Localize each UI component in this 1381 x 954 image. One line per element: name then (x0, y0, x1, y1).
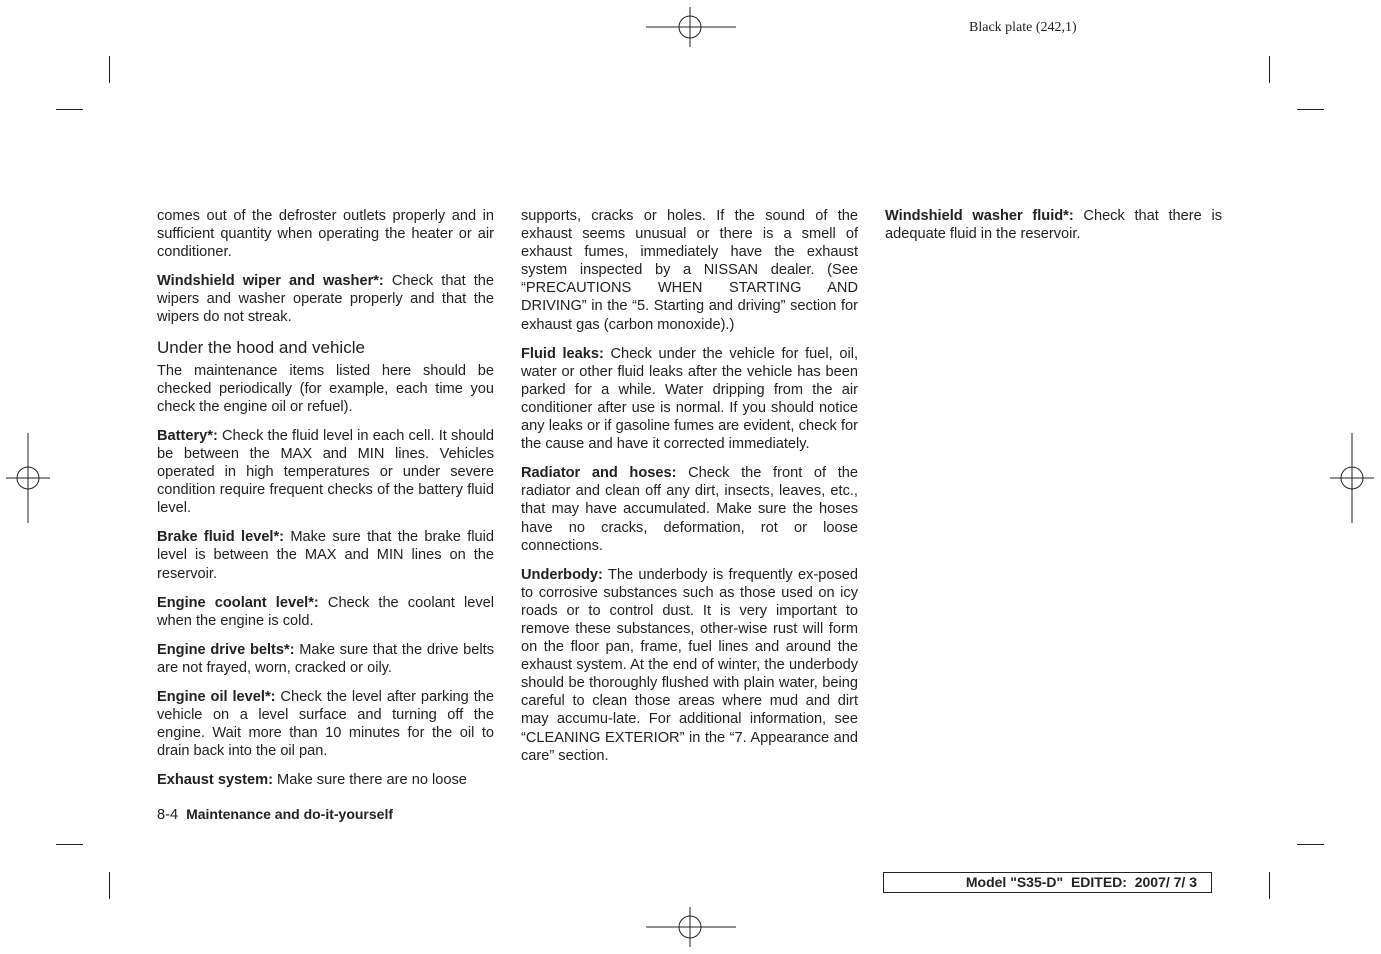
registration-mark-icon (6, 433, 50, 523)
crop-mark (109, 56, 110, 83)
paragraph (521, 345, 858, 454)
text-column-3 (885, 207, 1222, 254)
paragraph-text: Check the level after parking the vehicle on a level surface and turning off the engine. Wait more than 10 minutes for the oil to drain back into the oil pan. (157, 688, 494, 760)
paragraph (157, 594, 494, 630)
paragraph-label: Brake fluid level*: (157, 529, 285, 546)
paragraph (157, 528, 494, 582)
paragraph (521, 464, 858, 554)
paragraph-text: The underbody is frequently ex-posed to corrosive substances such as those used on icy roads or to control dust. It is very important to remove these substances, other-wise rust will form on the floor pan, frame, fuel lines and around the exhaust system. At the end of winter, the underbody should be thoroughly flushed with plain water, being careful to clean those areas where mud and dirt may accumu-late. For additional information, see “CLEANING EXTERIOR” in the “7. Appearance and care” section. (521, 566, 858, 764)
paragraph-text: Check the fluid level in each cell. It should be between the MAX and MIN lines. Vehicles operated in high temperatures or under severe condition require frequent checks of the battery fluid level. (157, 427, 494, 517)
paragraph-text: Make sure there are no loose (273, 772, 467, 789)
paragraph (157, 641, 494, 677)
paragraph-label: Engine oil level*: (157, 688, 276, 705)
paragraph (157, 362, 494, 416)
paragraph-text: Make sure that the drive belts are not frayed, worn, cracked or oily. (157, 641, 494, 676)
paragraph-text: Check the coolant level when the engine is cold. (157, 594, 494, 629)
paragraph-text: Check that there is adequate fluid in the reservoir. (885, 208, 1222, 243)
paragraph (157, 272, 494, 326)
crop-mark (109, 872, 110, 899)
model-edit-box: Model "S35-D" EDITED: 2007/ 7/ 3 (883, 872, 1212, 893)
paragraph-text: comes out of the defroster outlets properly and in sufficient quantity when operating the heater or air conditioner. (157, 208, 494, 261)
registration-mark-icon (646, 907, 736, 947)
paragraph-label: Radiator and hoses: (521, 465, 677, 482)
page-footer (157, 805, 393, 824)
text-column-1 (157, 207, 494, 800)
plate-label: Black plate (242,1) (969, 20, 1077, 35)
section-title: Maintenance and do-it-yourself (186, 806, 394, 822)
crop-mark (56, 844, 83, 845)
paragraph-label: Battery*: (157, 427, 218, 444)
paragraph-text: Check that the wipers and washer operate properly and that the wipers do not streak. (157, 273, 494, 326)
text-column-2 (521, 207, 858, 776)
paragraph-text: Make sure that the brake fluid level is between the MAX and MIN lines on the reservoir. (157, 529, 494, 582)
paragraph (157, 771, 494, 789)
paragraph-text: supports, cracks or holes. If the sound of the exhaust seems unusual or there is a smell of exhaust fumes, immediately have the exhaust system inspected by a NISSAN dealer. (See “PRECAUTIONS WHEN STARTING AND DRIVING” in the “5. Starting and driving” section for exhaust gas (carbon monoxide).) (521, 208, 858, 333)
crop-mark (1269, 872, 1270, 899)
paragraph-label: Engine drive belts*: (157, 641, 295, 658)
paragraph-label: Engine coolant level*: (157, 594, 319, 611)
page-number: 8-4 (157, 807, 179, 823)
registration-mark-icon (1330, 433, 1374, 523)
paragraph-label: Fluid leaks: (521, 345, 604, 362)
paragraph (157, 207, 494, 261)
paragraph-label: Windshield washer fluid*: (885, 208, 1074, 224)
paragraph-text: Check under the vehicle for fuel, oil, water or other fluid leaks after the vehicle has been parked for a while. Water dripping from the air conditioner after use is normal. If you should notice any leaks or if gasoline fumes are evident, check for the cause and have it corrected immediately. (521, 345, 858, 453)
paragraph-label: Exhaust system: (157, 772, 273, 789)
paragraph (885, 207, 1222, 243)
paragraph-text: Check the front of the radiator and clean off any dirt, insects, leaves, etc., that may have accumulated. Make sure the hoses have no cracks, deformation, rot or loose connections. (521, 465, 858, 554)
section-heading: Under the hood and vehicle (157, 337, 365, 357)
crop-mark (1297, 844, 1324, 845)
paragraph-label: Underbody: (521, 566, 603, 583)
registration-mark-icon (646, 7, 736, 47)
paragraph (521, 566, 858, 765)
crop-mark (1269, 56, 1270, 83)
paragraph-text: The maintenance items listed here should be checked periodically (for example, each time you check the engine oil or refuel). (157, 362, 494, 415)
paragraph (157, 688, 494, 760)
paragraph (157, 427, 494, 517)
crop-mark (56, 109, 83, 110)
paragraph (521, 207, 858, 334)
crop-mark (1297, 109, 1324, 110)
paragraph-label: Windshield wiper and washer*: (157, 273, 384, 290)
